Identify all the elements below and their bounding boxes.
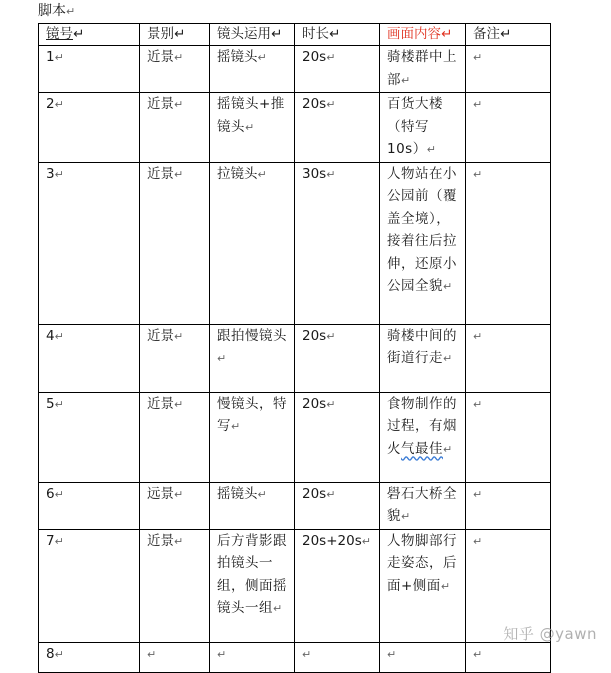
cell-notes: ↵ [466,46,551,93]
cell-shot-number: 3↵ [39,162,140,324]
cell-content: 骑楼群中上部↵ [380,46,466,93]
header-notes: 备注↵ [466,24,551,46]
cell-camera-movement: 摇镜头+推镜头↵ [210,93,295,163]
cell-shot-size: 远景↵ [140,482,210,529]
cell-content: 食物制作的过程，有烟火气最佳↵ [380,392,466,482]
table-row [39,392,551,482]
cell-shot-number: 4↵ [39,324,140,392]
cell-shot-number: 7↵ [39,529,140,642]
cell-shot-number: 2↵ [39,93,140,163]
spellcheck-underline: 气最佳 [401,440,443,457]
table-header-row [39,24,551,46]
table-row [39,324,551,392]
cell-camera-movement: 跟拍慢镜头↵ [210,324,295,392]
cell-content: 人物站在小公园前（覆盖全境），接着往后拉伸，还原小公园全貌↵ [380,162,466,324]
cell-shot-size: 近景↵ [140,162,210,324]
cell-shot-size: 近景↵ [140,324,210,392]
cell-content: 百货大楼（特写10s）↵ [380,93,466,163]
cell-shot-number: 5↵ [39,392,140,482]
cell-shot-number: 1↵ [39,46,140,93]
cell-camera-movement: 后方背影跟拍镜头一组，侧面摇镜头一组↵ [210,529,295,642]
cell-duration: 20s↵ [295,482,380,529]
cell-shot-size: 近景↵ [140,93,210,163]
table-row [39,482,551,529]
cell-shot-size: 近景↵ [140,46,210,93]
cell-notes: ↵ [466,482,551,529]
script-table [38,23,551,673]
table-row [39,162,551,324]
cell-shot-size: 近景↵ [140,392,210,482]
cell-camera-movement: 慢镜头，特写↵ [210,392,295,482]
cell-camera-movement: ↵ [210,642,295,672]
cell-camera-movement: 摇镜头↵ [210,46,295,93]
cell-duration: ↵ [295,642,380,672]
header-duration: 时长↵ [295,24,380,46]
cell-content: 人物脚部行走姿态，后面+侧面↵ [380,529,466,642]
cell-shot-number: 6↵ [39,482,140,529]
cell-duration: 20s↵ [295,46,380,93]
cell-notes: ↵ [466,162,551,324]
header-shot-number: 镜号↵ [39,24,140,46]
cell-content: 骑楼中间的街道行走↵ [380,324,466,392]
header-camera-movement: 镜头运用↵ [210,24,295,46]
cell-notes: ↵ [466,324,551,392]
cell-content: 礐石大桥全貌↵ [380,482,466,529]
cell-duration: 20s↵ [295,324,380,392]
cell-duration: 20s↵ [295,93,380,163]
cell-notes: ↵ [466,529,551,642]
cell-shot-number: 8↵ [39,642,140,672]
cell-shot-size: 近景↵ [140,529,210,642]
cell-camera-movement: 摇镜头↵ [210,482,295,529]
document-title: 脚本↵ [38,3,76,19]
cell-content: ↵ [380,642,466,672]
table-row [39,529,551,642]
cell-notes: ↵ [466,642,551,672]
header-content: 画面内容↵ [380,24,466,46]
cell-shot-size: ↵ [140,642,210,672]
table-row [39,93,551,163]
header-shot-size: 景别↵ [140,24,210,46]
cell-notes: ↵ [466,392,551,482]
table-row [39,46,551,93]
table-row [39,642,551,672]
cell-duration: 30s↵ [295,162,380,324]
cell-duration: 20s+20s↵ [295,529,380,642]
cell-camera-movement: 拉镜头↵ [210,162,295,324]
cell-duration: 20s↵ [295,392,380,482]
watermark: 知乎 @yawn [503,625,597,643]
cell-notes: ↵ [466,93,551,163]
